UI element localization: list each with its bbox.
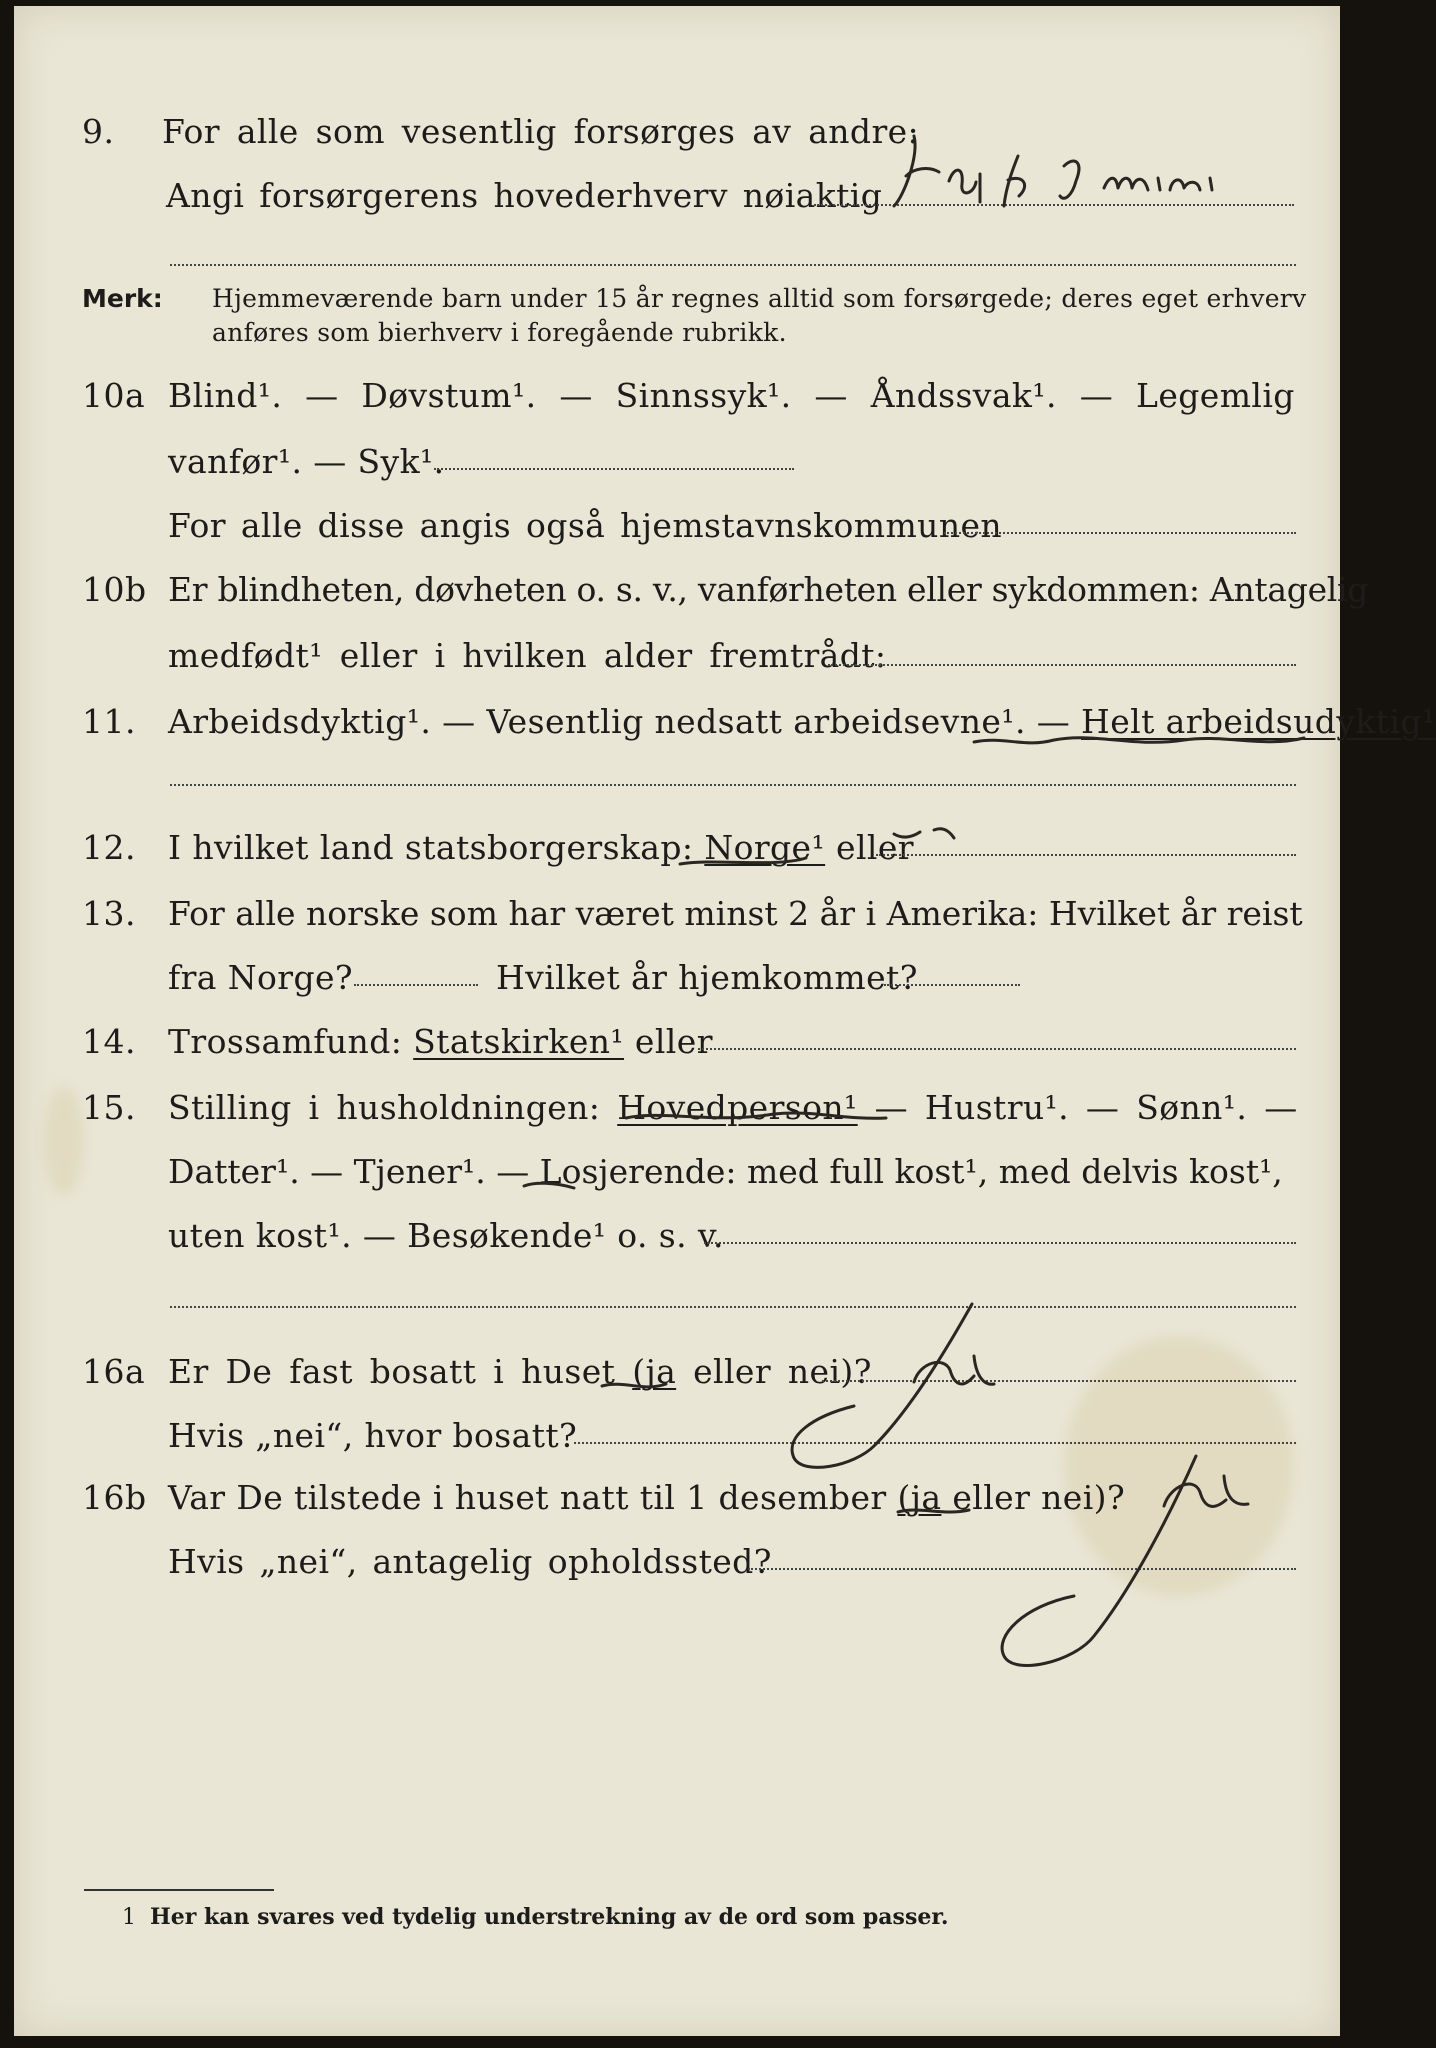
q16a-post: eller nei)?	[693, 1352, 872, 1391]
q13-line2b: Hvilket år hjemkommet?	[496, 958, 918, 997]
handwritten-mark	[894, 829, 954, 838]
handwritten-underline	[898, 1510, 969, 1512]
q14-underlined-answer: Statskirken¹	[413, 1022, 625, 1061]
q13-line2a: fra Norge?	[168, 958, 354, 997]
q12-text: I hvilket land statsborgerskap:	[168, 828, 694, 867]
q16a-underlined-answer: (ja	[632, 1352, 677, 1391]
question-number: 15.	[82, 1088, 136, 1127]
q16a-text: Er De fast bosatt i huset	[168, 1352, 616, 1391]
handwritten-underline	[602, 1384, 666, 1387]
q15-text: Stilling i husholdningen:	[168, 1088, 601, 1127]
q9-line1: For alle som vesentlig forsørges av andre:	[162, 112, 920, 151]
q16b-underlined-answer: (ja	[897, 1478, 942, 1517]
q15-line2: Datter¹. — Tjener¹. — Losjerende: med full kost¹, med delvis kost¹,	[168, 1152, 1283, 1191]
question-number: 9.	[82, 112, 115, 151]
handwritten-underline	[626, 1113, 886, 1118]
q10a-line2: vanfør¹. — Syk¹.	[168, 442, 445, 481]
q14-post: eller	[634, 1022, 713, 1061]
q10b-line1: Er blindheten, døvheten o. s. v., vanførheten eller sykdommen: Antagelig	[168, 570, 1369, 609]
handwritten-mark	[524, 1183, 574, 1188]
q16b-text: Var De tilstede i huset natt til 1 desember	[168, 1478, 887, 1517]
question-number: 10a	[82, 376, 146, 415]
q13-line1: For alle norske som har været minst 2 år i Amerika: Hvilket år reist	[168, 894, 1303, 933]
footnote-text: Her kan svares ved tydelig understrekning av de ord som passer.	[150, 1904, 949, 1930]
q9-handwritten-answer	[894, 136, 1212, 206]
question-number: 16b	[82, 1478, 147, 1517]
question-number: 16a	[82, 1352, 146, 1391]
q12-post: eller	[836, 828, 914, 867]
q15-line1-rest: — Hustru¹. — Sønn¹. —	[874, 1088, 1298, 1127]
question-number: 14.	[82, 1022, 136, 1061]
question-number: 11.	[82, 702, 136, 741]
q16b-handwritten-answer	[1002, 1456, 1248, 1665]
merk-note-line2: anføres som bierhverv i foregående rubrikk.	[212, 318, 787, 347]
handwriting-layer	[14, 6, 1340, 2036]
handwritten-underline	[974, 738, 1304, 743]
merk-label: Merk:	[82, 284, 163, 313]
q16b-line2: Hvis „nei“, antagelig opholdssted?	[168, 1542, 772, 1581]
q14-text: Trossamfund:	[168, 1022, 403, 1061]
question-number: 10b	[82, 570, 147, 609]
q12-underlined-answer: Norge¹	[704, 828, 826, 867]
q9-line2: Angi forsørgerens hovederhverv nøiaktig	[166, 176, 883, 215]
q11-text: Arbeidsdyktig¹. — Vesentlig nedsatt arbeidsevne¹. —	[168, 702, 1082, 741]
question-number: 13.	[82, 894, 136, 933]
q10a-line1: Blind¹. — Døvstum¹. — Sinnssyk¹. — Åndssvak¹. — Legemlig	[168, 376, 1295, 415]
q16a-line2: Hvis „nei“, hvor bosatt?	[168, 1416, 578, 1455]
question-number: 12.	[82, 828, 136, 867]
census-form-page	[14, 6, 1436, 2036]
footnote-mark: 1	[122, 1905, 136, 1930]
q15-underlined-answer: Hovedperson¹	[617, 1088, 858, 1127]
q11-underlined-answer: Helt arbeidsudyktig¹	[1081, 702, 1436, 741]
merk-note-line1: Hjemmeværende barn under 15 år regnes alltid som forsørgede; deres eget erhverv	[212, 284, 1307, 313]
q16b-post: eller nei)?	[952, 1478, 1126, 1517]
q10a-line3: For alle disse angis også hjemstavnskommunen	[168, 506, 1003, 545]
handwritten-underline	[680, 858, 806, 864]
q16a-handwritten-answer	[792, 1304, 994, 1467]
q15-line3: uten kost¹. — Besøkende¹ o. s. v.	[168, 1216, 724, 1255]
q10b-line2: medfødt¹ eller i hvilken alder fremtrådt:	[168, 636, 887, 675]
